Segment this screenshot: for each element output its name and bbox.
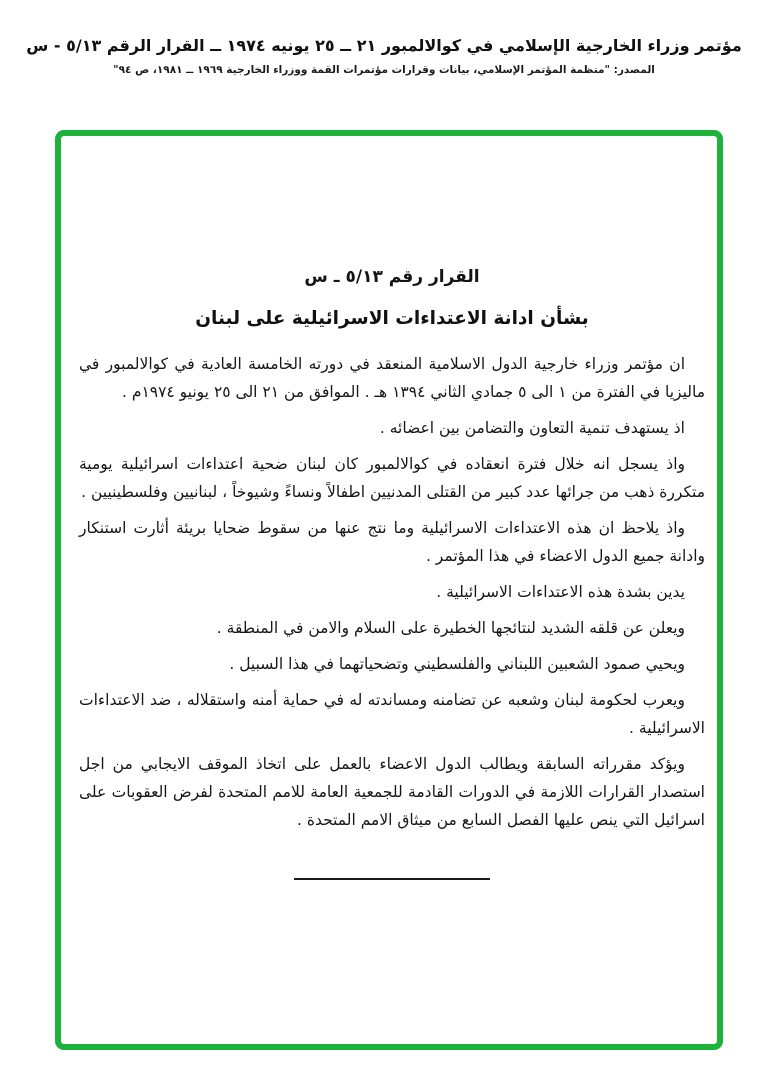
resolution-subject-title: بشأن ادانة الاعتداءات الاسرائيلية على لبنان — [195, 308, 589, 329]
resolution-number-title: القرار رقم ٥/١٣ ـ س — [304, 267, 480, 287]
resolution-paragraph: واذ يسجل انه خلال فترة انعقاده في كوالالمبور كان لبنان ضحية اعتداءات اسرائيلية يومية متكررة ذهب من جرائها عدد كبير من القتلى المدنيين اطفالاً ونساءً وشيوخاً ، لبنانيين وفلسطينيين . — [79, 455, 705, 501]
document-page — [61, 136, 717, 880]
end-divider — [294, 878, 490, 880]
resolution-paragraph: اذ يستهدف تنمية التعاون والتضامن بين اعضائه . — [379, 419, 685, 437]
page-header — [0, 0, 768, 76]
header-source-line: المصدر: "منظمة المؤتمر الإسلامي، بيانات وقرارات مؤتمرات القمة ووزراء الخارجية ١٩٦٩ ــ ١٩٨١، ص ٩٤" — [113, 64, 655, 76]
resolution-body — [79, 350, 705, 834]
resolution-paragraph: ويحيي صمود الشعبين اللبناني والفلسطيني وتضحياتهما في هذا السبيل . — [229, 655, 685, 673]
resolution-paragraph: يدين بشدة هذه الاعتداءات الاسرائيلية . — [436, 583, 685, 601]
resolution-paragraph: واذ يلاحظ ان هذه الاعتداءات الاسرائيلية وما نتج عنها من سقوط ضحايا بريئة أثارت استنكار وادانة جميع الدول الاعضاء في هذا المؤتمر . — [79, 519, 705, 565]
resolution-paragraph: ان مؤتمر وزراء خارجية الدول الاسلامية المنعقد في دورته الخامسة العادية في كوالالمبور في ماليزيا في الفترة من ١ الى ٥ جمادي الثاني ١٣٩٤ هـ . الموافق من ٢١ الى ٢٥ يونيو ١٩٧٤م . — [79, 355, 705, 401]
resolution-paragraph: ويعلن عن قلقه الشديد لنتائجها الخطيرة على السلام والامن في المنطقة . — [216, 619, 685, 637]
header-citation-line: مؤتمر وزراء الخارجية الإسلامي في كوالالمبور ٢١ ــ ٢٥ يونيه ١٩٧٤ ــ القرار الرقم ٥/١٣ - س — [26, 36, 742, 55]
document-frame — [55, 130, 723, 1050]
resolution-paragraph: ويعرب لحكومة لبنان وشعبه عن تضامنه ومساندته له في حماية أمنه واستقلاله ، ضد الاعتداءات الاسرائيلية . — [79, 691, 705, 737]
resolution-paragraph: ويؤكد مقرراته السابقة ويطالب الدول الاعضاء بالعمل على اتخاذ الموقف الايجابي من اجل استصدار القرارات اللازمة في الدورات القادمة للجمعية العامة للامم المتحدة لفرض العقوبات على اسرائيل التي ينص عليها الفصل السابع من ميثاق الامم المتحدة . — [79, 755, 705, 829]
